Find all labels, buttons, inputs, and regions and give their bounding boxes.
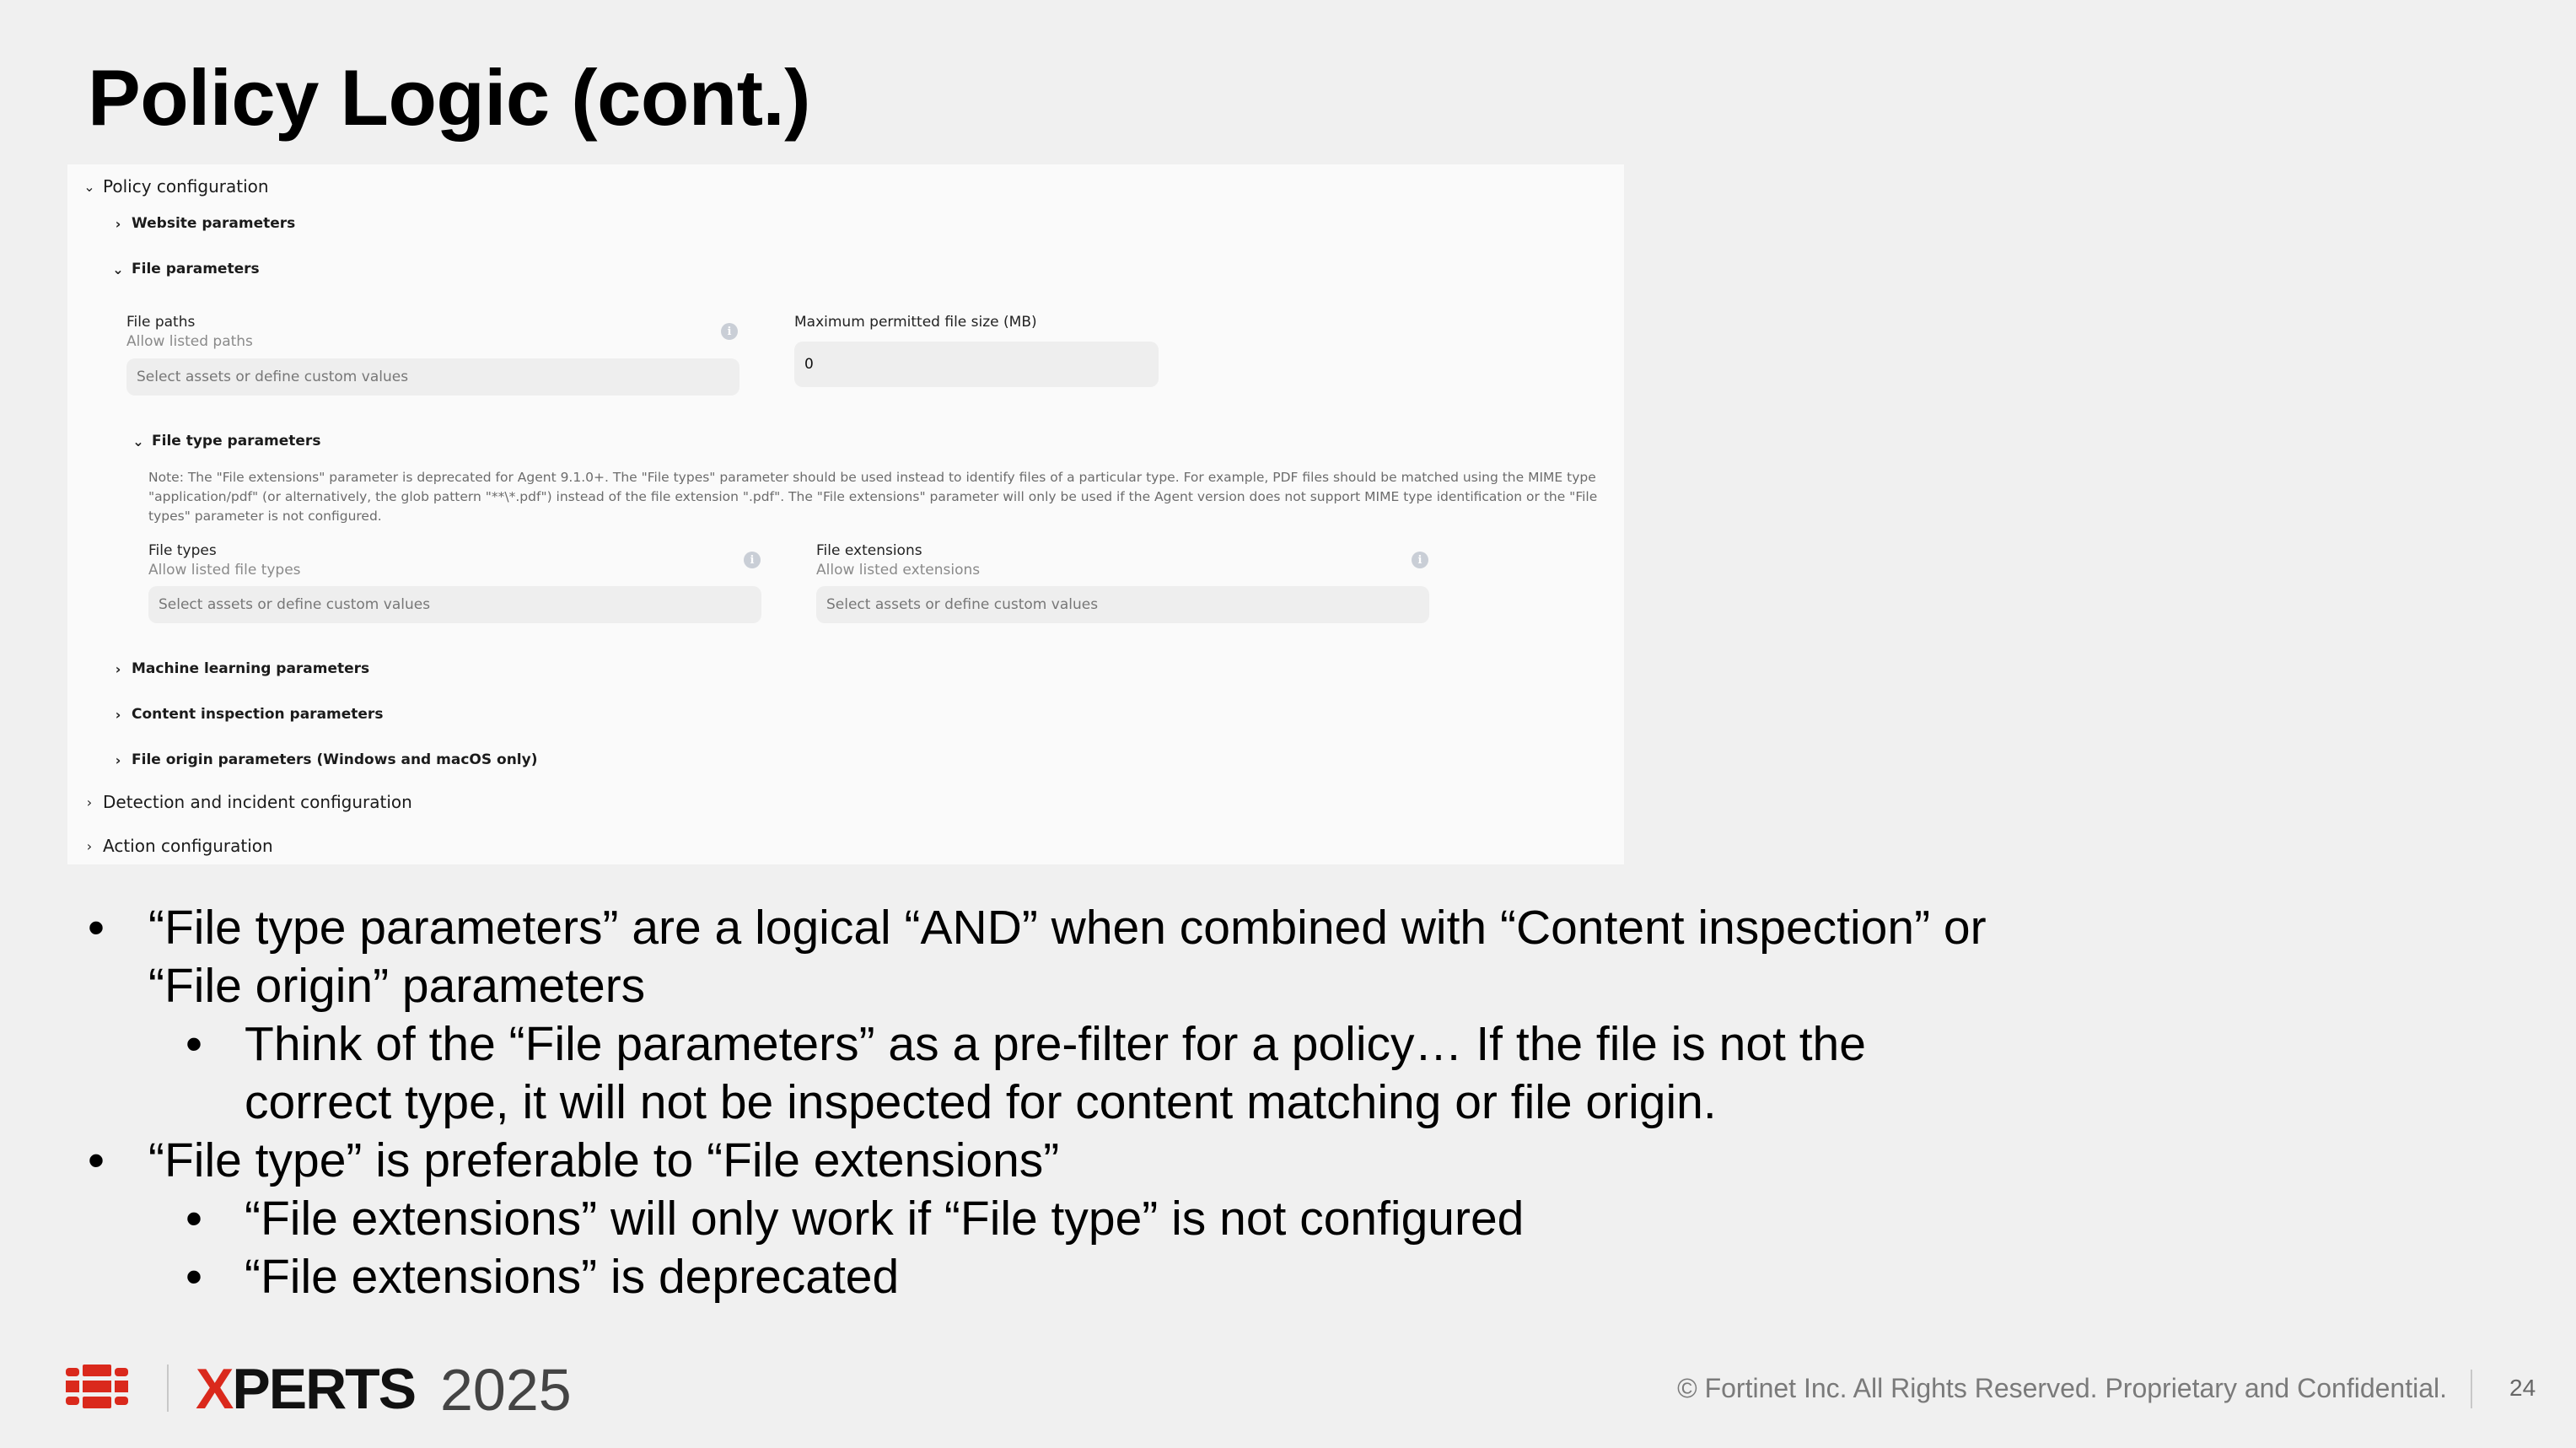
section-label: Action configuration — [103, 836, 273, 856]
file-extensions-label: File extensions — [816, 542, 922, 559]
section-policy-configuration[interactable] — [81, 176, 269, 196]
section-label: File origin parameters (Windows and macOS only) — [132, 751, 538, 768]
section-label: Policy configuration — [103, 176, 269, 196]
section-detection-incident[interactable] — [81, 792, 412, 812]
fortinet-logo — [66, 1365, 128, 1408]
page-number: 24 — [2509, 1375, 2536, 1401]
bullet-dot: • — [186, 1017, 202, 1071]
chevron-down-icon: ⌄ — [112, 261, 124, 277]
file-paths-input[interactable]: Select assets or define custom values — [126, 358, 739, 396]
slide-title: Policy Logic (cont.) — [88, 53, 810, 142]
file-types-input[interactable]: Select assets or define custom values — [148, 586, 761, 623]
xperts-brand: XPERTS — [196, 1357, 416, 1421]
chevron-right-icon: › — [86, 794, 93, 810]
section-label: File parameters — [132, 261, 260, 277]
footer-divider — [167, 1365, 169, 1412]
brand-year: 2025 — [440, 1357, 572, 1423]
footer-divider — [2471, 1370, 2472, 1408]
section-file-parameters[interactable] — [110, 261, 260, 277]
file-paths-label: File paths — [126, 314, 196, 331]
bullet-dot: • — [88, 1133, 105, 1187]
chevron-down-icon: ⌄ — [132, 433, 144, 449]
bullet-dot: • — [186, 1192, 202, 1246]
file-paths-sublabel: Allow listed paths — [126, 333, 253, 350]
section-label: Machine learning parameters — [132, 660, 370, 677]
file-types-label: File types — [148, 542, 217, 559]
info-icon[interactable]: i — [744, 552, 761, 568]
section-content-inspection[interactable] — [110, 706, 383, 723]
max-file-size-input[interactable]: 0 — [794, 342, 1159, 387]
chevron-right-icon: › — [115, 660, 121, 677]
chevron-right-icon: › — [86, 837, 93, 854]
section-website-parameters[interactable] — [110, 215, 295, 232]
section-file-origin[interactable] — [110, 751, 537, 768]
file-extensions-sublabel: Allow listed extensions — [816, 562, 981, 579]
file-types-sublabel: Allow listed file types — [148, 562, 301, 579]
chevron-right-icon: › — [115, 706, 121, 723]
info-icon[interactable]: i — [1412, 552, 1428, 568]
section-label: Detection and incident configuration — [103, 792, 412, 812]
section-action-configuration[interactable] — [81, 836, 273, 856]
section-label: Content inspection parameters — [132, 706, 384, 723]
bullet-dot: • — [88, 901, 105, 955]
deprecation-note: Note: The "File extensions" parameter is deprecated for Agent 9.1.0+. The "File types" parameter should be used instead to identify files of a particular type. For example, PDF files should be matched using the MIME type "application/pdf" (or alternatively, the glob pattern "**\*.pdf") instead of the file extension ".pdf". The "File extensions" parameter will only be used if the Agent version does not support MIME type identification or the "File types" parameter is not configured. — [148, 470, 1598, 524]
chevron-right-icon: › — [115, 751, 121, 768]
section-label: Website parameters — [132, 215, 296, 232]
policy-config-screenshot — [67, 164, 1624, 864]
chevron-right-icon: › — [115, 215, 121, 232]
section-machine-learning[interactable] — [110, 660, 369, 677]
chevron-down-icon: ⌄ — [83, 178, 95, 195]
section-file-type-parameters[interactable] — [130, 433, 320, 449]
section-label: File type parameters — [152, 433, 321, 449]
max-file-size-label: Maximum permitted file size (MB) — [794, 314, 1037, 331]
info-icon[interactable]: i — [721, 323, 738, 340]
file-extensions-input[interactable]: Select assets or define custom values — [816, 586, 1429, 623]
bullet-dot: • — [186, 1250, 202, 1304]
copyright-text: © Fortinet Inc. All Rights Reserved. Proprietary and Confidential. — [1677, 1373, 2447, 1403]
